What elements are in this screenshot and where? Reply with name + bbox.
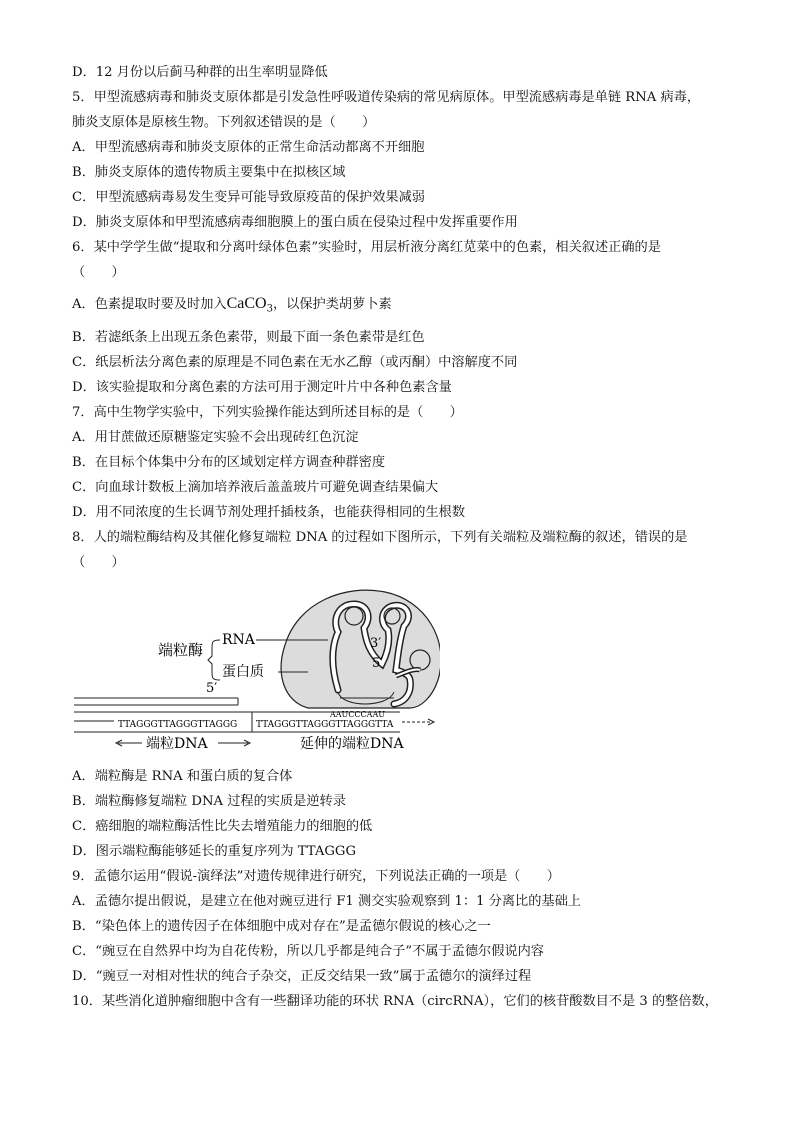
label-bracket [208,640,220,680]
q8-stem-line2: （ ） [72,555,125,570]
template-sequence: AAUCCCAAU [330,710,385,719]
label-3prime: 3′ [370,636,382,651]
q8-option-a: A．端粒酶是 RNA 和蛋白质的复合体 [72,769,293,784]
q9-stem: 9．孟德尔运用“假说-演绎法”对遗传规律进行研究，下列说法正确的一项是（ ） [72,869,560,884]
q6-option-c: C．纸层析法分离色素的原理是不同色素在无水乙醇（或丙酮）中溶解度不同 [72,355,518,370]
q6-option-a-post: ，以保护类胡萝卜素 [272,297,392,312]
q7-option-a: A．用甘蔗做还原糖鉴定实验不会出现砖红色沉淀 [72,430,359,445]
q8-option-d: D．图示端粒酶能够延长的重复序列为 TTAGGG [72,844,357,859]
q7-option-d: D．用不同浓度的生长调节剂处理扦插枝条，也能获得相同的生根数 [72,505,466,520]
q5-stem-line1: 5．甲型流感病毒和肺炎支原体都是引发急性呼吸道传染病的常见病原体。甲型流感病毒是单链 RNA 病毒， [72,90,701,105]
q6-option-a-pre: A．色素提取时要及时加入 [72,297,227,312]
q6-option-d: D．该实验提取和分离色素的方法可用于测定叶片中各种色素含量 [72,380,452,395]
q9-option-d: D．“豌豆一对相对性状的纯合子杂交，正反交结果一致”属于孟德尔的演绎过程 [72,969,532,984]
q5-stem-line2: 肺炎支原体是原核生物。下列叙述错误的是（ ） [72,115,376,130]
q6-option-b: B．若滤纸条上出现五条色素带，则最下面一条色素带是红色 [72,330,425,345]
q6-option-a-sub: 3 [266,303,273,315]
q6-option-a [72,295,732,319]
q5-option-c: C．甲型流感病毒易发生变异可能导致原疫苗的保护效果减弱 [72,190,425,205]
q4-option-d: D．12 月份以后蓟马种群的出生率明显降低 [72,65,328,80]
q10-stem-line1: 10．某些消化道肿瘤细胞中含有一些翻译功能的环状 RNA（circRNA），它们的核苷酸数目不是 3 的整倍数， [72,994,718,1009]
telomerase-figure [70,580,440,755]
label-protein: 蛋白质 [222,664,264,680]
label-rna: RNA [222,632,255,648]
label-extended-dna: 延伸的端粒DNA [300,736,404,752]
q5-option-b: B．肺炎支原体的遗传物质主要集中在拟核区域 [72,165,346,180]
q8-option-c: C．癌细胞的端粒酶活性比失去增殖能力的细胞的低 [72,819,373,834]
seq-telomere: TTAGGGTTAGGGTTAGGG [118,720,238,730]
q8-stem-line1: 8．人的端粒酶结构及其催化修复端粒 DNA 的过程如下图所示，下列有关端粒及端粒酶的叙述，错误的是 [72,530,688,545]
label-enzyme: 端粒酶 [158,641,204,659]
q6-option-a-chem: CaCO [226,295,267,312]
label-5prime-outer: 5′ [206,681,218,696]
q7-stem: 7．高中生物学实验中，下列实验操作能达到所述目标的是（ ） [72,405,463,420]
q9-option-c: C．“豌豆在自然界中均为自花传粉，所以几乎都是纯合子”不属于孟德尔假说内容 [72,944,544,959]
label-5prime-inner: 5′ [372,656,384,671]
seq-extended: TTAGGGTTAGGGTTAGGGTTA [256,720,394,730]
q9-option-b: B．“染色体上的遗传因子在体细胞中成对存在”是孟德尔假说的核心之一 [72,919,491,934]
q7-option-b: B．在目标个体集中分布的区域划定样方调查种群密度 [72,455,386,470]
q9-option-a: A．孟德尔提出假说，是建立在他对豌豆进行 F1 测交实验观察到 1：1 分离比的基础上 [72,894,581,909]
q5-option-a: A．甲型流感病毒和肺炎支原体的正常生命活动都离不开细胞 [72,140,425,155]
q8-option-b: B．端粒酶修复端粒 DNA 过程的实质是逆转录 [72,794,346,809]
label-telomere-dna: 端粒DNA [146,736,208,752]
q5-option-d: D．肺炎支原体和甲型流感病毒细胞膜上的蛋白质在侵染过程中发挥重要作用 [72,215,518,230]
q7-option-c: C．向血球计数板上滴加培养液后盖盖玻片可避免调查结果偏大 [72,480,439,495]
q6-stem-line1: 6．某中学学生做“提取和分离叶绿体色素”实验时，用层析液分离红苋菜中的色素，相关叙述正确的是 [72,240,661,255]
q6-stem-line2: （ ） [72,265,125,280]
